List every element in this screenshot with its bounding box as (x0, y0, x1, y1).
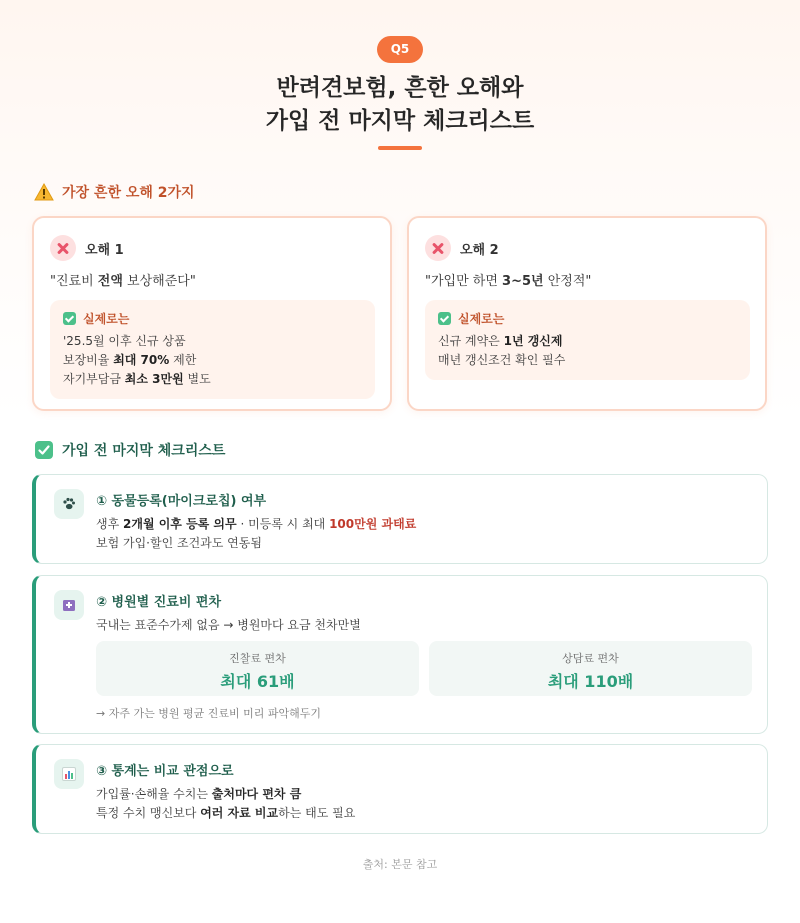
myth-card-1 (32, 216, 392, 411)
reality-box (50, 300, 375, 399)
reality-line: 신규 계약은 1년 갱신제 (438, 334, 563, 348)
checklist-item-3 (32, 744, 768, 834)
reality-box (425, 300, 750, 380)
source-footer: 출처: 본문 참고 (362, 858, 438, 871)
stat-label: 진찰료 편차 (229, 652, 286, 665)
reality-heading: 실제로는 (83, 312, 130, 326)
hospital-icon (54, 590, 84, 620)
x-icon (50, 235, 76, 261)
checklist-heading-text: 가입 전 마지막 체크리스트 (62, 443, 226, 459)
reality-line: '25.5월 이후 신규 상품 (63, 334, 186, 348)
item-line: 보험 가입·할인 조건과도 연동됨 (96, 536, 262, 550)
stat-value: 최대 61배 (220, 672, 295, 691)
reality-line: 매년 갱신조건 확인 필수 (438, 353, 566, 367)
title-line-1: 반려견보험, 흔한 오해와 (276, 75, 524, 101)
check-icon (438, 312, 451, 325)
item-title: ① 동물등록(마이크로칩) 여부 (96, 494, 267, 509)
check-icon (63, 312, 76, 325)
myth-card-2 (407, 216, 767, 411)
title-line-2: 가입 전 마지막 체크리스트 (265, 108, 535, 134)
check-box-icon (34, 440, 54, 460)
title-underline (378, 146, 422, 150)
reality-heading: 실제로는 (458, 312, 505, 326)
page-title (0, 72, 800, 138)
question-badge: Q5 (377, 36, 423, 63)
stat-box (429, 641, 752, 696)
bar-chart-icon (54, 759, 84, 789)
item-line: 가입률·손해율 수치는 출처마다 편차 큼 (96, 787, 302, 801)
myth-label: 오해 1 (85, 242, 124, 258)
checklist-heading (34, 440, 225, 460)
stat-box (96, 641, 419, 696)
item-title: ③ 통계는 비교 관점으로 (96, 764, 234, 779)
checklist-item-1 (32, 474, 768, 564)
reality-line: 보장비율 최대 70% 제한 (63, 353, 197, 367)
x-icon (425, 235, 451, 261)
myth-quote: "가입만 하면 3~5년 안정적" (425, 274, 592, 289)
item-line: 특정 수치 맹신보다 여러 자료 비교하는 태도 필요 (96, 806, 356, 820)
myth-quote: "진료비 전액 보상해준다" (50, 274, 196, 289)
item-title: ② 병원별 진료비 편차 (96, 595, 222, 610)
myths-heading (34, 182, 195, 202)
stat-label: 상담료 편차 (562, 652, 619, 665)
item-line: 국내는 표준수가제 없음 → 병원마다 요금 천차만별 (96, 618, 361, 632)
reality-line: 자기부담금 최소 3만원 별도 (63, 372, 211, 386)
paw-icon (54, 489, 84, 519)
stat-value: 최대 110배 (547, 672, 634, 691)
checklist-item-2 (32, 575, 768, 734)
item-note: → 자주 가는 병원 평균 진료비 미리 파악해두기 (96, 707, 321, 720)
warning-icon (34, 182, 54, 202)
myths-heading-text: 가장 흔한 오해 2가지 (62, 185, 195, 201)
item-line: 생후 2개월 이후 등록 의무 · 미등록 시 최대 100만원 과태료 (96, 517, 417, 531)
myth-label: 오해 2 (460, 242, 499, 258)
